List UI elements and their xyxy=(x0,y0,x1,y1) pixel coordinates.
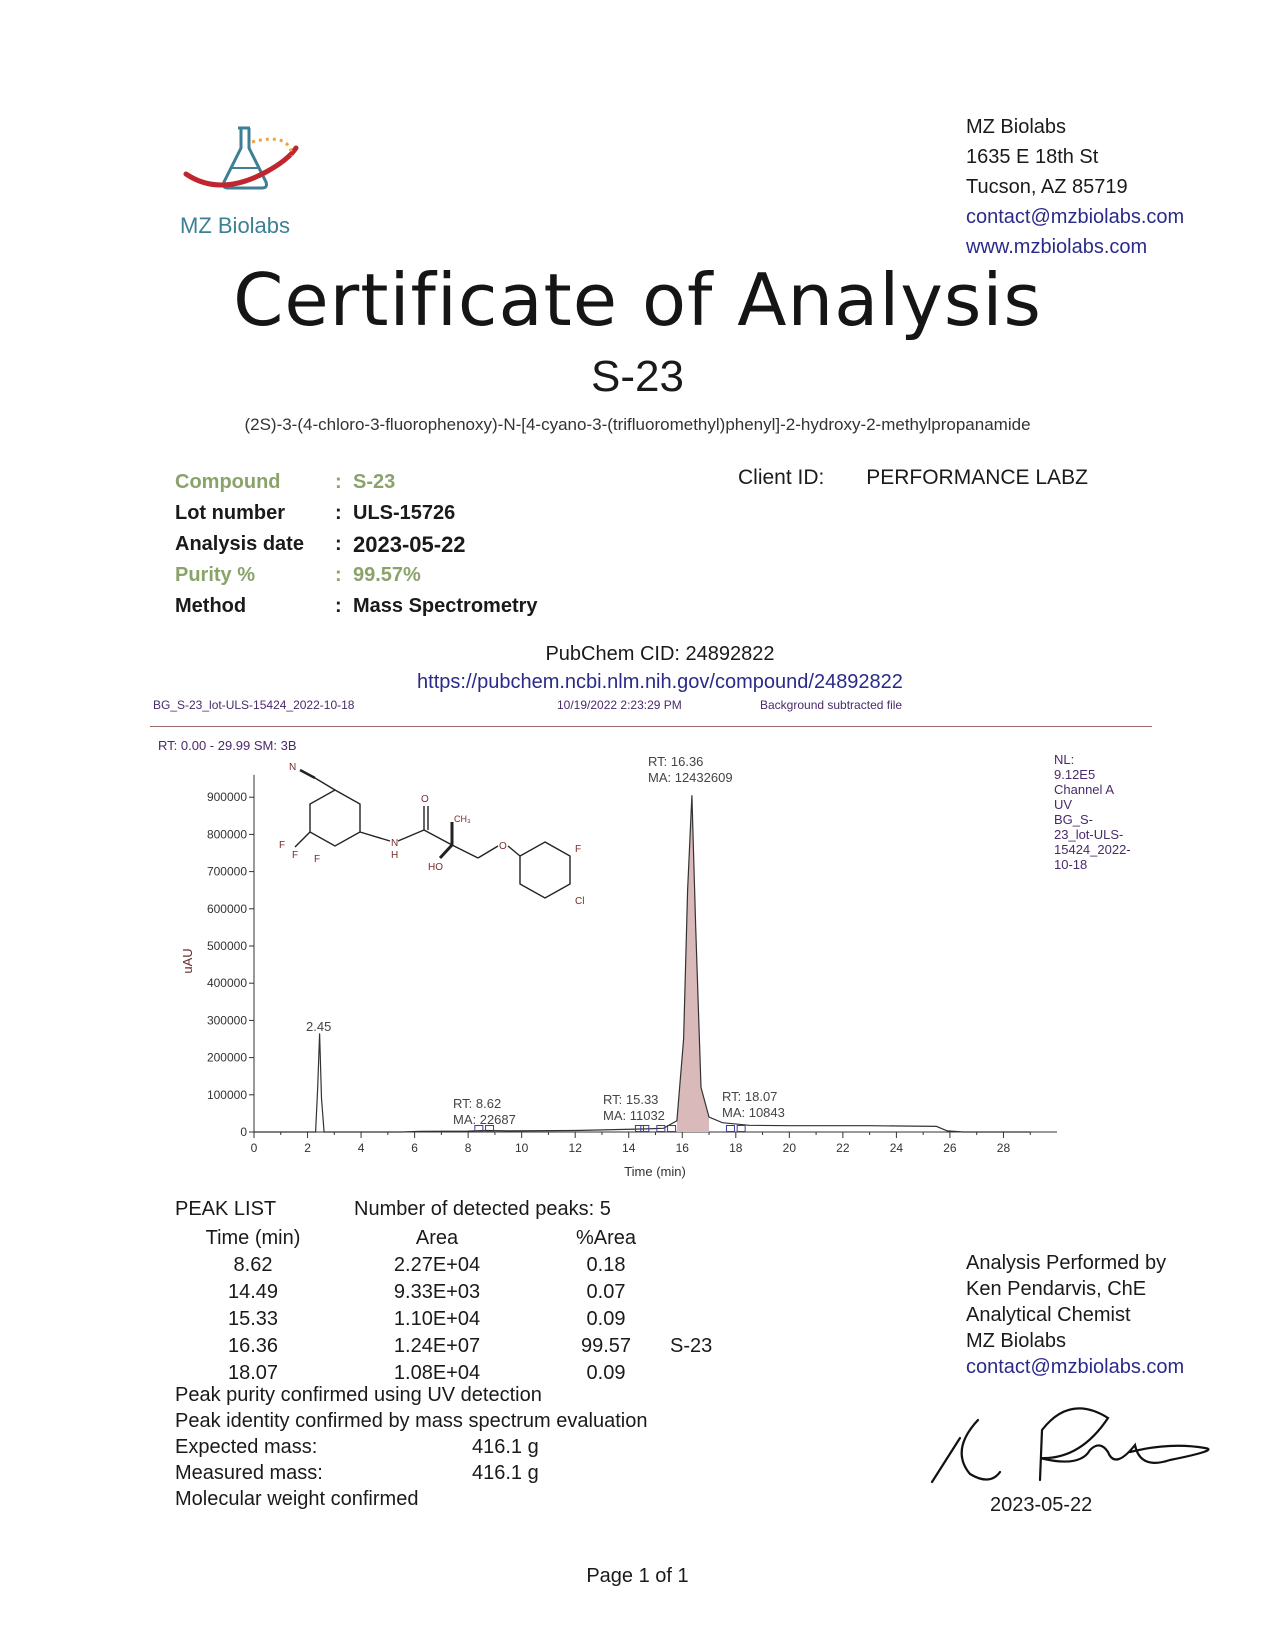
note-ms: Peak identity confirmed by mass spectrum evaluation xyxy=(175,1410,648,1432)
x-tick-label: 16 xyxy=(675,1141,689,1155)
peak-ma-15-33: MA: 11032 xyxy=(603,1108,665,1123)
purity-value: 99.57% xyxy=(353,564,421,586)
benzene-ring-a xyxy=(310,790,360,846)
iupac-name: (2S)-3-(4-chloro-3-fluorophenoxy)-N-[4-cyano-3-(trifluoromethyl)phenyl]-2-hydroxy-2-methylpropanamide xyxy=(244,415,1031,434)
address-website-link[interactable]: www.mzbiolabs.com xyxy=(966,236,1148,258)
measured-mass-label: Measured mass: xyxy=(175,1462,323,1484)
expected-mass-label: Expected mass: xyxy=(175,1436,318,1458)
peak-table-header xyxy=(177,1226,751,1251)
address-name: MZ Biolabs xyxy=(966,116,1067,138)
x-tick-label: 0 xyxy=(250,1141,258,1155)
analyst-role: Analytical Chemist xyxy=(966,1304,1131,1326)
peak-rt-8-62: RT: 8.62 xyxy=(453,1096,502,1111)
x-tick-label: 10 xyxy=(514,1141,529,1155)
bond xyxy=(315,778,335,790)
peak-row xyxy=(177,1280,751,1305)
peak-ma-16-36: MA: 12432609 xyxy=(648,770,733,785)
peak-row xyxy=(177,1253,751,1278)
atom-f: F xyxy=(279,840,286,851)
y-axis-label: uAU xyxy=(180,948,195,974)
info-line: 10-18 xyxy=(1054,857,1088,872)
peak-ma-18-07: MA: 10843 xyxy=(722,1105,785,1120)
atom-f: F xyxy=(292,850,299,861)
signature xyxy=(930,1390,1220,1490)
measured-mass xyxy=(175,1460,647,1486)
page-number: Page 1 of 1 xyxy=(586,1565,689,1587)
compound-value: S-23 xyxy=(353,471,396,493)
x-tick-label: 20 xyxy=(782,1141,797,1155)
chemical-structure xyxy=(295,770,570,898)
peak-rt-16-36: RT: 16.36 xyxy=(648,754,704,769)
peak-area: 1.24E+07 xyxy=(393,1335,481,1357)
colon: : xyxy=(335,471,342,493)
peak-pct: 0.09 xyxy=(586,1308,626,1330)
y-tick-label: 800000 xyxy=(206,827,247,842)
bond xyxy=(295,832,310,847)
analyst-name: Ken Pendarvis, ChE xyxy=(966,1278,1147,1300)
integration-marker xyxy=(668,1126,676,1132)
chart-note: Background subtracted file xyxy=(760,698,903,712)
integration-marker xyxy=(737,1126,745,1132)
document-title: Certificate of Analysis xyxy=(233,258,1042,342)
signature-date: 2023-05-22 xyxy=(990,1494,1093,1516)
chart-timestamp: 10/19/2022 2:23:29 PM xyxy=(557,698,682,712)
peak-time: 8.62 xyxy=(233,1254,273,1276)
x-tick-label: 8 xyxy=(464,1141,472,1155)
integration-marker xyxy=(726,1126,734,1132)
wedge-bond xyxy=(440,845,452,858)
peak-row-highlighted xyxy=(177,1334,751,1359)
colon: : xyxy=(335,595,342,617)
note-mw: Molecular weight confirmed xyxy=(175,1488,419,1510)
y-tick-label: 900000 xyxy=(206,790,247,805)
benzene-ring-b xyxy=(520,842,570,898)
info-line: 15424_2022- xyxy=(1054,842,1131,857)
x-tick-label: 28 xyxy=(996,1141,1011,1155)
x-tick-label: 26 xyxy=(943,1141,957,1155)
address-city: Tucson, AZ 85719 xyxy=(966,176,1128,198)
bond xyxy=(360,832,390,841)
analyst-email-link[interactable]: contact@mzbiolabs.com xyxy=(966,1356,1185,1378)
x-tick-label: 2 xyxy=(304,1141,311,1155)
analyst-block xyxy=(966,1250,1184,1380)
lot-value: ULS-15726 xyxy=(353,502,456,524)
triple-bond xyxy=(300,770,315,778)
bond xyxy=(452,845,478,858)
peak-tag xyxy=(669,1361,751,1386)
chart-axes xyxy=(254,775,1057,1132)
y-tick-label: 200000 xyxy=(206,1050,247,1065)
client-label: Client ID: xyxy=(738,466,825,489)
peak-area: 1.10E+04 xyxy=(393,1308,481,1330)
peak-ma-8-62: MA: 22687 xyxy=(453,1112,516,1127)
chart-line xyxy=(254,795,1030,1132)
atom-ch3: CH₃ xyxy=(454,814,471,824)
peak-time: 16.36 xyxy=(227,1335,279,1357)
peak-tag xyxy=(669,1307,751,1332)
info-line: 23_lot-ULS- xyxy=(1054,827,1124,842)
peak-time: 15.33 xyxy=(227,1308,279,1330)
address-street: 1635 E 18th St xyxy=(966,146,1099,168)
x-tick-label: 14 xyxy=(622,1141,636,1155)
atom-h: H xyxy=(391,850,399,861)
x-tick-label: 18 xyxy=(729,1141,743,1155)
header-area: Area xyxy=(415,1227,459,1249)
expected-mass xyxy=(175,1434,647,1460)
date-value: 2023-05-22 xyxy=(353,531,466,557)
measured-mass-value: 416.1 g xyxy=(472,1462,539,1484)
purity-label: Purity % xyxy=(175,564,256,586)
x-tick-label: 12 xyxy=(568,1141,582,1155)
x-axis-label: Time (min) xyxy=(624,1164,686,1179)
peak-pct: 0.07 xyxy=(586,1281,626,1303)
peak-rt-18-07: RT: 18.07 xyxy=(722,1089,778,1104)
atom-ho: HO xyxy=(428,862,443,873)
info-line: NL: xyxy=(1054,752,1075,767)
info-line: UV xyxy=(1054,797,1073,812)
y-tick-label: 100000 xyxy=(206,1087,247,1102)
info-line: 9.12E5 xyxy=(1054,767,1096,782)
y-tick-label: 700000 xyxy=(206,864,247,879)
chromatogram-line xyxy=(254,795,1030,1132)
atom-f: F xyxy=(575,844,582,855)
bond xyxy=(478,846,498,858)
date-label: Analysis date xyxy=(175,533,304,555)
peak-label-2-45: 2.45 xyxy=(306,1019,332,1034)
atom-n: N xyxy=(289,762,297,773)
lot-label: Lot number xyxy=(175,502,285,524)
atom-f: F xyxy=(314,854,321,865)
pubchem-link[interactable]: https://pubchem.ncbi.nlm.nih.gov/compound/24892822 xyxy=(417,671,903,693)
method-value: Mass Spectrometry xyxy=(353,595,538,617)
peak-area: 2.27E+04 xyxy=(393,1254,481,1276)
bond xyxy=(398,830,424,841)
address-email-link[interactable]: contact@mzbiolabs.com xyxy=(966,206,1185,228)
atom-o: O xyxy=(499,841,507,852)
compound-label: Compound xyxy=(175,471,281,493)
x-tick-label: 24 xyxy=(889,1141,904,1155)
y-tick-label: 400000 xyxy=(206,976,247,991)
peak-pct: 0.18 xyxy=(586,1254,626,1276)
analysis-notes xyxy=(175,1382,647,1512)
y-tick-label: 300000 xyxy=(206,1013,247,1028)
logo-name: MZ Biolabs xyxy=(180,213,291,238)
peak-pct: 0.09 xyxy=(586,1362,626,1384)
peak-time: 14.49 xyxy=(227,1281,279,1303)
method-label: Method xyxy=(175,595,247,617)
header-pct: %Area xyxy=(575,1227,637,1249)
peak-tag xyxy=(669,1280,751,1305)
compound-title: S-23 xyxy=(591,352,684,401)
chart-file-name: BG_S-23_lot-ULS-15424_2022-10-18 xyxy=(153,698,355,712)
peak-rt-15-33: RT: 15.33 xyxy=(603,1092,659,1107)
x-tick-label: 4 xyxy=(357,1141,365,1155)
y-tick-label: 500000 xyxy=(206,939,247,953)
peak-list-title: PEAK LIST xyxy=(175,1198,277,1220)
peak-table xyxy=(175,1224,753,1388)
peak-area: 1.08E+04 xyxy=(393,1362,481,1384)
peak-area: 9.33E+03 xyxy=(393,1281,481,1303)
colon: : xyxy=(335,564,342,586)
pubchem-cid: PubChem CID: 24892822 xyxy=(545,643,775,665)
y-tick-label: 0 xyxy=(240,1125,247,1139)
peak-time: 18.07 xyxy=(227,1362,279,1384)
info-line: BG_S- xyxy=(1054,812,1094,827)
atom-cl: Cl xyxy=(575,896,585,907)
colon: : xyxy=(335,502,342,524)
peak-pct: 99.57 xyxy=(580,1335,632,1357)
x-tick-label: 6 xyxy=(411,1141,418,1155)
atom-n: N xyxy=(391,838,399,849)
bond xyxy=(508,846,520,856)
peak-tag: S-23 xyxy=(670,1335,713,1357)
peak-count: Number of detected peaks: 5 xyxy=(354,1198,611,1220)
analyst-line: Analysis Performed by xyxy=(966,1252,1167,1274)
x-tick-label: 22 xyxy=(836,1141,850,1155)
chart-rt-sm: RT: 0.00 - 29.99 SM: 3B xyxy=(158,738,297,753)
expected-mass-value: 416.1 g xyxy=(472,1436,539,1458)
bond xyxy=(424,830,452,845)
peak-row xyxy=(177,1307,751,1332)
client-value: PERFORMANCE LABZ xyxy=(866,466,1088,489)
info-line: Channel A xyxy=(1054,782,1114,797)
y-tick-label: 600000 xyxy=(206,901,247,916)
peak-tag xyxy=(669,1253,751,1278)
analyst-org: MZ Biolabs xyxy=(966,1330,1067,1352)
header-time: Time (min) xyxy=(205,1227,301,1249)
atom-o: O xyxy=(421,794,429,805)
note-uv: Peak purity confirmed using UV detection xyxy=(175,1384,542,1406)
colon: : xyxy=(335,533,342,555)
